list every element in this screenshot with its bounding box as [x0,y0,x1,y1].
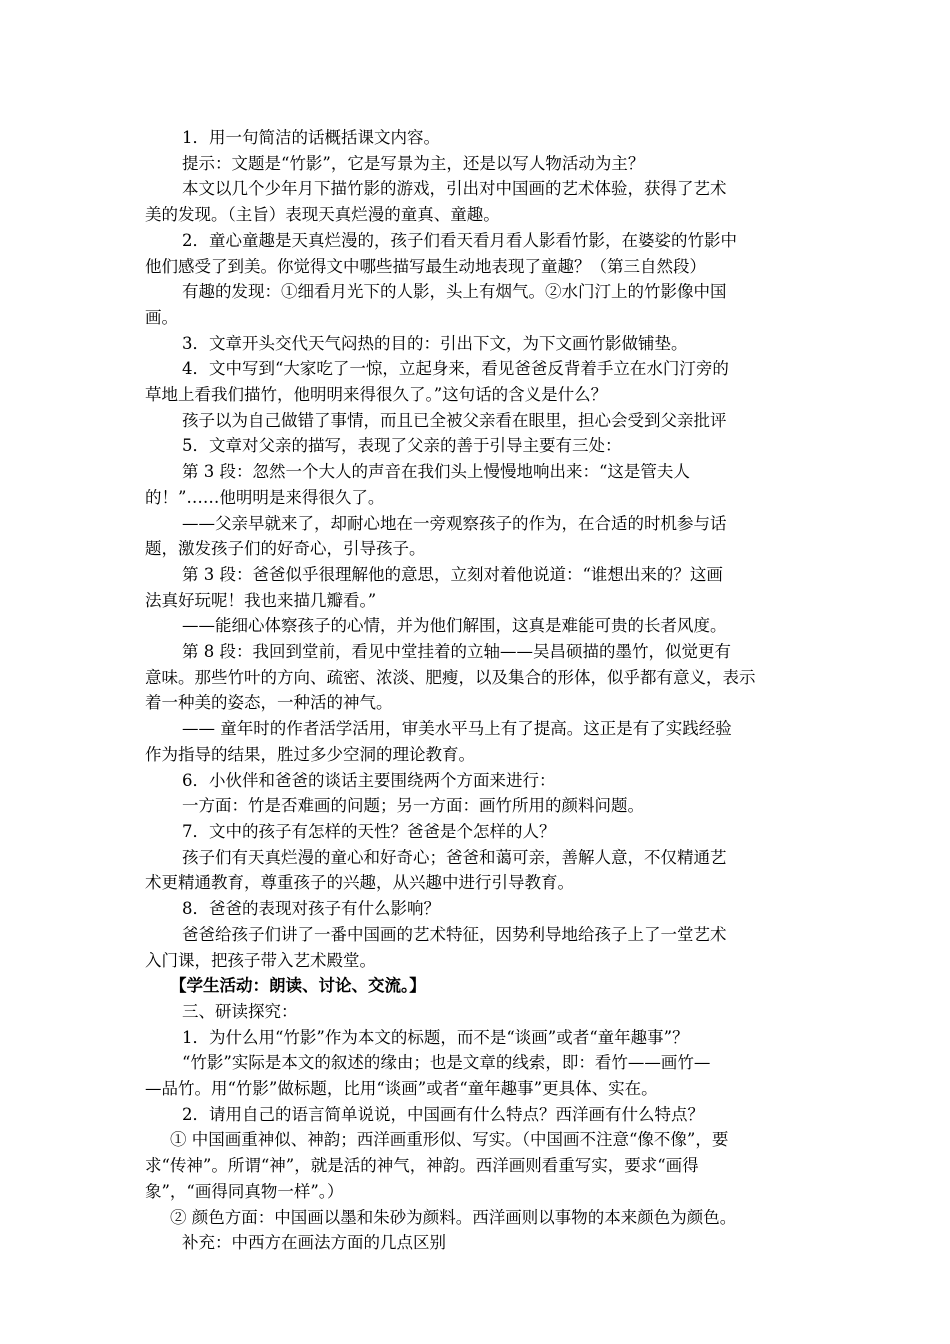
text-line: 草地上看我们描竹，他明明来得很久了。”这句话的含义是什么？ [145,385,608,405]
text-line: 着一种美的姿态，一种活的神气。 [145,693,393,713]
text-line: 入门课，把孩子带入艺术殿堂。 [145,950,376,970]
text-line: 题，激发孩子们的好奇心，引导孩子。 [145,539,426,559]
text-line: 第 3 段：忽然一个大人的声音在我们头上慢慢地响出来：“这是管夫人 [182,462,690,482]
text-line: 作为指导的结果，胜过多少空洞的理论教育。 [145,744,475,764]
text-line: 一方面：竹是否难画的问题；另一方面：画竹所用的颜料问题。 [182,796,644,816]
text-line: 6．小伙伴和爸爸的谈话主要围绕两个方面来进行： [182,770,556,790]
text-line: 他们感受了到美。你觉得文中哪些描写最生动地表现了童趣？（第三自然段） [145,256,706,276]
text-line: —品竹。用“竹影”做标题，比用“谈画”或者“童年趣事”更具体、实在。 [145,1079,658,1099]
text-line: 【学生活动：朗读、讨论、交流。】 [170,976,426,996]
text-line: 美的发现。（主旨）表现天真烂漫的童真、童趣。 [145,205,500,225]
text-line: 意味。那些竹叶的方向、疏密、浓淡、肥瘦，以及集合的形体，似乎都有意义，表示 [145,667,756,687]
text-line: 的！”……他明明是来得很久了。 [145,487,385,507]
text-line: 爸爸给孩子们讲了一番中国画的艺术特征，因势利导地给孩子上了一堂艺术 [182,924,727,944]
text-line: 孩子们有天真烂漫的童心和好奇心；爸爸和蔼可亲，善解人意，不仅精通艺 [182,847,727,867]
text-line: 孩子以为自己做错了事情，而且已全被父亲看在眼里，担心会受到父亲批评 [182,410,727,430]
text-line: 7．文中的孩子有怎样的天性？爸爸是个怎样的人？ [182,821,556,841]
text-line: ——能细心体察孩子的心情，并为他们解围，这真是难能可贵的长者风度。 [182,616,727,636]
text-line: 术更精通教育，尊重孩子的兴趣，从兴趣中进行引导教育。 [145,873,574,893]
text-line: 第 8 段：我回到堂前，看见中堂挂着的立轴——吴昌硕描的墨竹，似觉更有 [182,642,731,662]
text-line: 1．为什么用“竹影”作为本文的标题，而不是“谈画”或者“童年趣事”？ [182,1027,689,1047]
text-line: 画。 [145,307,178,327]
text-line: 提示：文题是“竹影”，它是写景为主，还是以写人物活动为主？ [182,153,645,173]
text-line: ② 颜色方面：中国画以墨和朱砂为颜料。西洋画则以事物的本来颜色为颜色。 [170,1207,737,1227]
document-body [145,125,825,1256]
text-line: 补充：中西方在画法方面的几点区别 [182,1233,446,1253]
text-line: 3．文章开头交代天气闷热的目的：引出下文，为下文画竹影做铺垫。 [182,333,688,353]
text-line: 5．文章对父亲的描写，表现了父亲的善于引导主要有三处： [182,436,622,456]
text-line: 象”，“画得同真物一样”。） [145,1181,344,1201]
text-line: 求“传神”。所谓“神”，就是活的神气，神韵。西洋画则看重写实，要求“画得 [145,1156,699,1176]
text-line: 三、研读探究： [182,1001,298,1021]
text-line: —— 童年时的作者活学活用，审美水平马上有了提高。这正是有了实践经验 [182,719,732,739]
text-line: 第 3 段：爸爸似乎很理解他的意思，立刻对着他说道：“谁想出来的？这画 [182,564,723,584]
text-line: 2．童心童趣是天真烂漫的，孩子们看天看月看人影看竹影，在婆娑的竹影中 [182,230,737,250]
text-line: 8．爸爸的表现对孩子有什么影响？ [182,899,440,919]
text-line: ——父亲早就来了，却耐心地在一旁观察孩子的作为，在合适的时机参与话 [182,513,727,533]
text-line: 本文以几个少年月下描竹影的游戏，引出对中国画的艺术体验，获得了艺术 [182,179,727,199]
text-line: “竹影”实际是本文的叙述的缘由；也是文章的线索，即：看竹——画竹— [182,1053,711,1073]
text-line: 2．请用自己的语言简单说说，中国画有什么特点？西洋画有什么特点？ [182,1104,704,1124]
text-line: 4．文中写到“大家吃了一惊，立起身来，看见爸爸反背着手立在水门汀旁的 [182,359,729,379]
text-line: 有趣的发现：①细看月光下的人影，头上有烟气。②水门汀上的竹影像中国 [182,282,727,302]
text-line: 法真好玩呢！我也来描几瓣看。” [145,590,377,610]
text-line: ① 中国画重神似、神韵；西洋画重形似、写实。（中国画不注意“像不像”，要 [170,1130,729,1150]
text-line: 1．用一句简洁的话概括课文内容。 [182,128,440,147]
